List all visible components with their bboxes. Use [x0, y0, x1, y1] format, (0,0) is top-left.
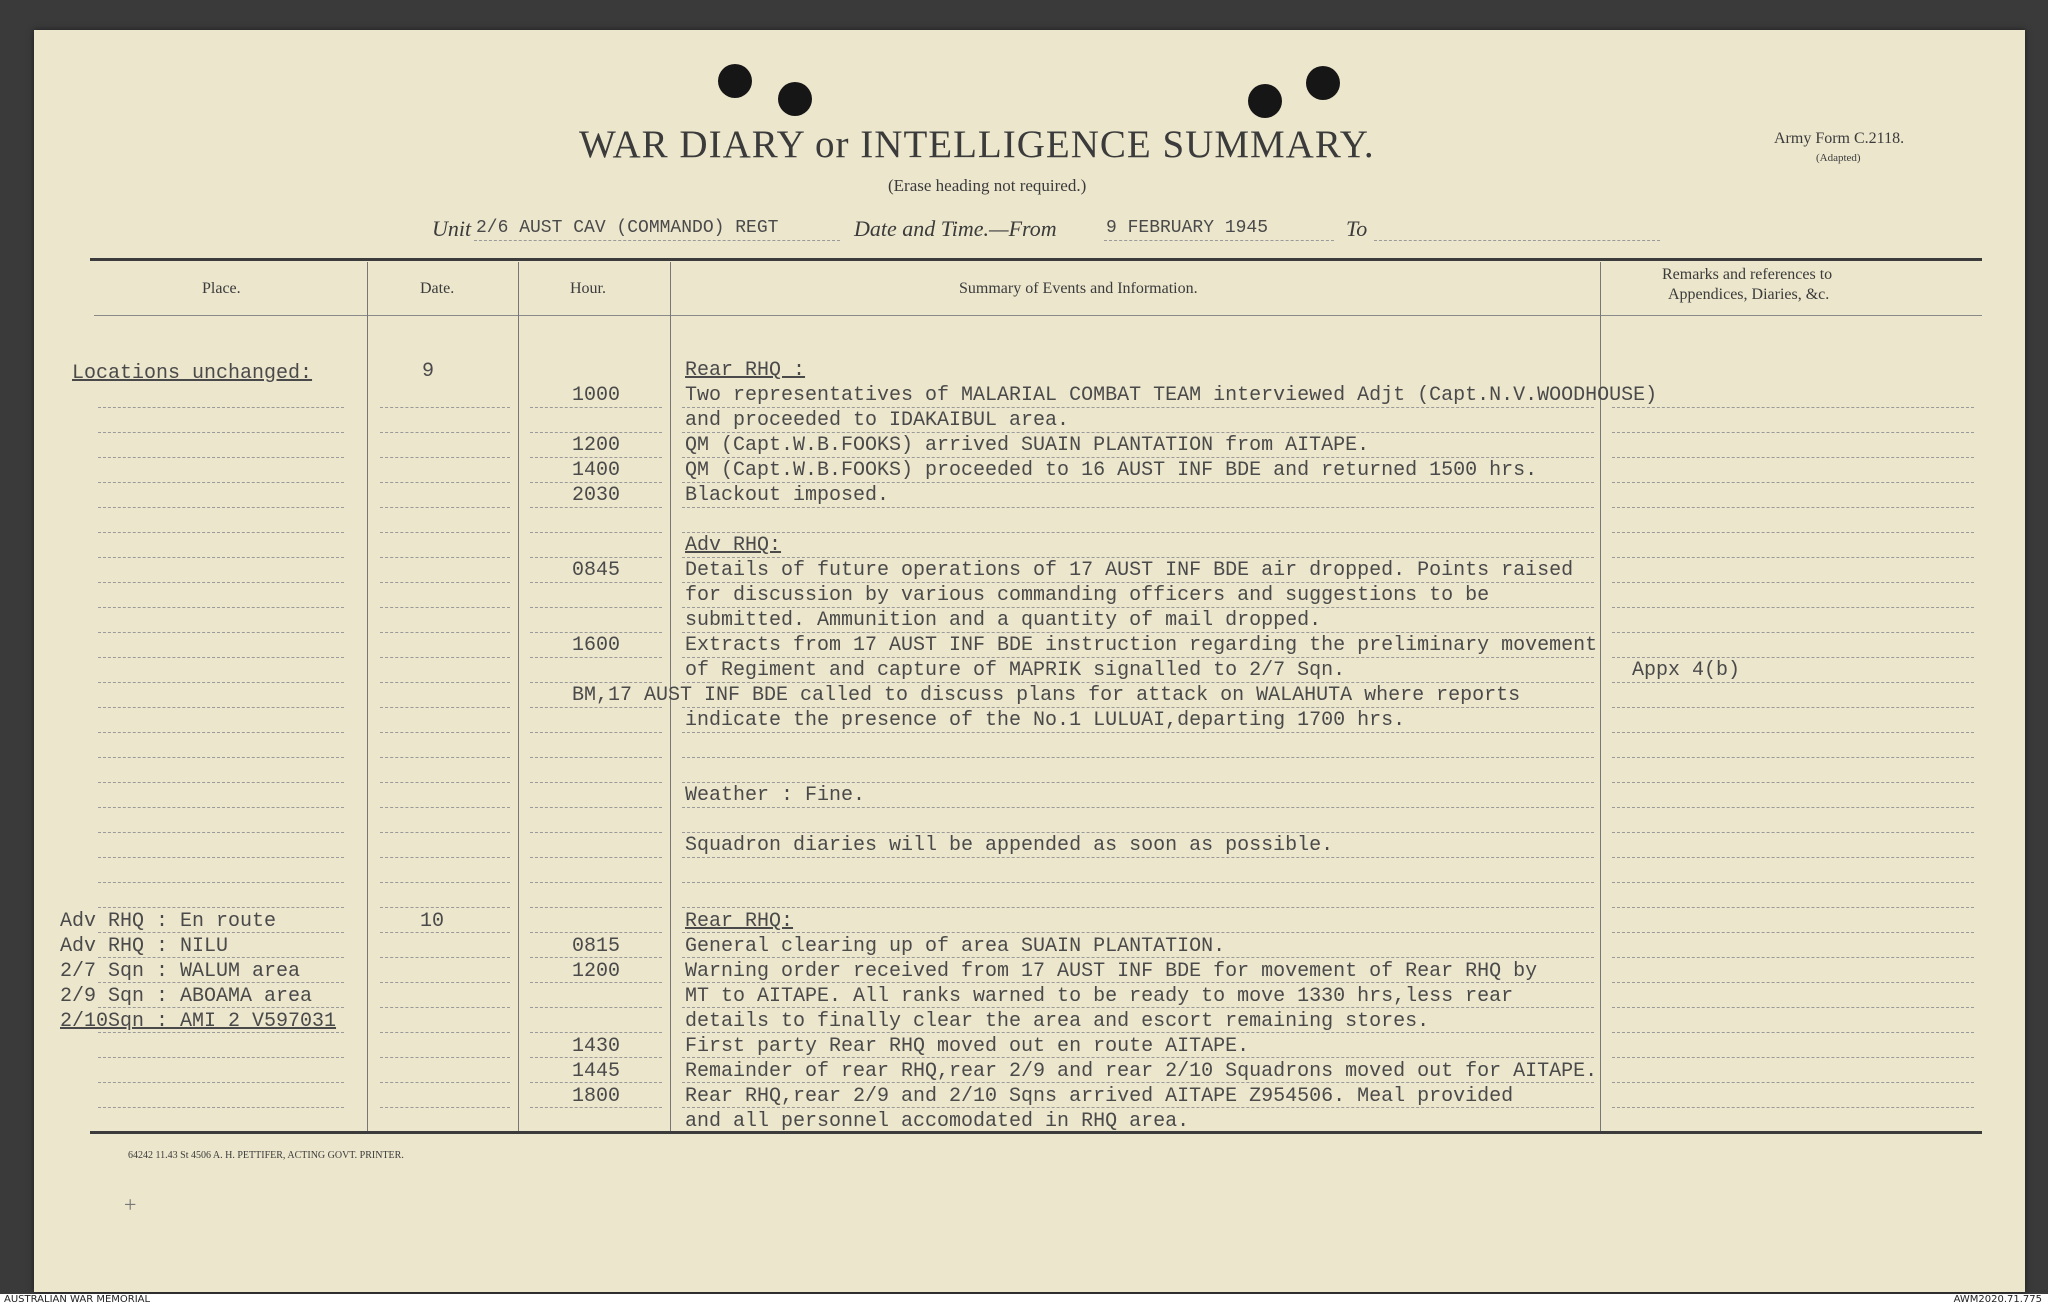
- ruled-line: [682, 482, 1594, 483]
- ruled-line: [1612, 707, 1974, 708]
- hour-entry: 1430: [572, 1035, 621, 1058]
- event-text: Squadron diaries will be appended as soon as possible.: [685, 834, 1334, 857]
- ruled-line: [380, 507, 510, 508]
- col-header-hour: Hour.: [570, 280, 606, 297]
- ruled-line: [530, 707, 662, 708]
- ruled-line: [1612, 557, 1974, 558]
- ruled-line: [682, 857, 1594, 858]
- ruled-line: [380, 832, 510, 833]
- ruled-line: [380, 457, 510, 458]
- ruled-line: [1612, 732, 1974, 733]
- event-text: First party Rear RHQ moved out en route AITAPE.: [685, 1035, 1250, 1058]
- diary-sheet: [34, 30, 2025, 1292]
- hour-entry: 1600: [572, 634, 621, 657]
- ruled-line: [380, 757, 510, 758]
- table-top-rule: [90, 258, 1982, 261]
- ruled-line: [380, 907, 510, 908]
- ruled-line: [380, 632, 510, 633]
- ruled-line: [98, 607, 344, 608]
- ruled-line: [1612, 932, 1974, 933]
- ruled-line: [1612, 982, 1974, 983]
- ruled-line: [98, 882, 344, 883]
- ruled-line: [530, 582, 662, 583]
- ruled-line: [1612, 607, 1974, 608]
- ruled-line: [98, 707, 344, 708]
- event-text: Rear RHQ,rear 2/9 and 2/10 Sqns arrived AITAPE Z954506. Meal provided: [685, 1085, 1514, 1108]
- ruled-line: [682, 632, 1594, 633]
- ruled-line: [1612, 632, 1974, 633]
- unit-underline: [474, 240, 840, 241]
- ruled-line: [98, 532, 344, 533]
- place-entry: Adv RHQ : NILU: [60, 935, 229, 958]
- hour-entry: 0815: [572, 935, 621, 958]
- col-header-date: Date.: [420, 280, 455, 297]
- ruled-line: [1612, 907, 1974, 908]
- event-text: indicate the presence of the No.1 LULUAI,departing 1700 hrs.: [685, 709, 1406, 732]
- place-entry: 2/7 Sqn : WALUM area: [60, 960, 301, 983]
- ruled-line: [98, 782, 344, 783]
- event-text: Warning order received from 17 AUST INF BDE for movement of Rear RHQ by: [685, 960, 1538, 983]
- event-text: MT to AITAPE. All ranks warned to be ready to move 1330 hrs,less rear: [685, 985, 1514, 1008]
- ruled-line: [530, 657, 662, 658]
- ruled-line: [682, 832, 1594, 833]
- event-text: and proceeded to IDAKAIBUL area.: [685, 409, 1070, 432]
- ruled-line: [530, 1007, 662, 1008]
- ruled-line: [530, 532, 662, 533]
- event-text: BM,17 AUST INF BDE called to discuss plans for attack on WALAHUTA where reports: [572, 684, 1521, 707]
- ruled-line: [682, 407, 1594, 408]
- ruled-line: [1612, 832, 1974, 833]
- ruled-line: [98, 732, 344, 733]
- hour-entry: 1200: [572, 434, 621, 457]
- ruled-line: [1612, 407, 1974, 408]
- hour-entry: 2030: [572, 484, 621, 507]
- ruled-line: [682, 432, 1594, 433]
- ruled-line: [1612, 532, 1974, 533]
- ruled-line: [98, 657, 344, 658]
- hour-entry: 1445: [572, 1060, 621, 1083]
- ruled-line: [530, 907, 662, 908]
- ruled-line: [1612, 882, 1974, 883]
- event-text: Extracts from 17 AUST INF BDE instruction regarding the preliminary movement: [685, 634, 1598, 657]
- archive-credit-right: AWM2020.71.775: [1953, 1294, 2042, 1305]
- ruled-line: [380, 1007, 510, 1008]
- army-form-label: Army Form C.2118.: [1774, 130, 1905, 147]
- ruled-line: [682, 732, 1594, 733]
- punch-hole: [1248, 84, 1282, 118]
- ruled-line: [98, 582, 344, 583]
- ruled-line: [682, 582, 1594, 583]
- ruled-line: [682, 932, 1594, 933]
- ruled-line: [98, 682, 344, 683]
- ruled-line: [98, 1107, 344, 1108]
- ruled-line: [380, 432, 510, 433]
- place-entry: 2/9 Sqn : ABOAMA area: [60, 985, 313, 1008]
- ruled-line: [1612, 857, 1974, 858]
- event-text: Details of future operations of 17 AUST INF BDE air dropped. Points raised: [685, 559, 1574, 582]
- ruled-line: [380, 482, 510, 483]
- event-text: details to finally clear the area and escort remaining stores.: [685, 1010, 1430, 1033]
- date-label: Date and Time.—From: [854, 216, 1057, 241]
- ruled-line: [98, 407, 344, 408]
- hour-entry: 1800: [572, 1085, 621, 1108]
- ruled-line: [682, 557, 1594, 558]
- ruled-line: [682, 907, 1594, 908]
- ruled-line: [1612, 432, 1974, 433]
- ruled-line: [98, 807, 344, 808]
- weather-entry: Weather : Fine.: [685, 784, 866, 807]
- ruled-line: [380, 782, 510, 783]
- ruled-line: [530, 607, 662, 608]
- ruled-line: [682, 457, 1594, 458]
- ruled-line: [530, 782, 662, 783]
- ruled-line: [98, 457, 344, 458]
- event-text: Blackout imposed.: [685, 484, 890, 507]
- unit-label: Unit: [432, 216, 472, 241]
- ruled-line: [1612, 1082, 1974, 1083]
- hour-entry: 1200: [572, 960, 621, 983]
- hour-entry: 1000: [572, 384, 621, 407]
- ruled-line: [1612, 507, 1974, 508]
- date-entry: 10: [420, 910, 445, 933]
- ruled-line: [530, 857, 662, 858]
- ruled-line: [682, 757, 1594, 758]
- ruled-line: [530, 557, 662, 558]
- appendix-reference: Appx 4(b): [1632, 659, 1741, 682]
- punch-hole: [1306, 66, 1340, 100]
- printer-imprint: 64242 11.43 St 4506 A. H. PETTIFER, ACTING GOVT. PRINTER.: [128, 1150, 404, 1161]
- ruled-line: [98, 757, 344, 758]
- ruled-line: [98, 507, 344, 508]
- ruled-line: [98, 557, 344, 558]
- ruled-line: [530, 407, 662, 408]
- place-entry: 2/10Sqn : AMI 2 V597031: [60, 1010, 337, 1033]
- ruled-line: [98, 432, 344, 433]
- ruled-line: [682, 532, 1594, 533]
- event-text: submitted. Ammunition and a quantity of mail dropped.: [685, 609, 1322, 632]
- ruled-line: [380, 932, 510, 933]
- ruled-line: [530, 632, 662, 633]
- col-header-place: Place.: [202, 280, 241, 297]
- ruled-line: [1612, 1057, 1974, 1058]
- ruled-line: [380, 557, 510, 558]
- ruled-line: [98, 857, 344, 858]
- ruled-line: [1612, 782, 1974, 783]
- ruled-line: [682, 882, 1594, 883]
- ruled-line: [380, 1057, 510, 1058]
- page-title: WAR DIARY or INTELLIGENCE SUMMARY.: [579, 123, 1375, 166]
- header-bottom-rule: [94, 315, 1982, 316]
- ruled-line: [98, 1082, 344, 1083]
- ruled-line: [98, 1057, 344, 1058]
- section-heading: Adv RHQ:: [685, 534, 782, 557]
- ruled-line: [530, 732, 662, 733]
- event-text: QM (Capt.W.B.FOOKS) proceeded to 16 AUST INF BDE and returned 1500 hrs.: [685, 459, 1538, 482]
- event-text: of Regiment and capture of MAPRIK signalled to 2/7 Sqn.: [685, 659, 1346, 682]
- ruled-line: [380, 532, 510, 533]
- ruled-line: [682, 607, 1594, 608]
- place-entry: Locations unchanged:: [72, 362, 313, 385]
- section-heading: Rear RHQ:: [685, 910, 794, 933]
- ruled-line: [1612, 1107, 1974, 1108]
- event-text: General clearing up of area SUAIN PLANTATION.: [685, 935, 1226, 958]
- ruled-line: [530, 757, 662, 758]
- ruled-line: [1612, 757, 1974, 758]
- ruled-line: [380, 807, 510, 808]
- ruled-line: [1612, 482, 1974, 483]
- unit-value: 2/6 AUST CAV (COMMANDO) REGT: [476, 218, 779, 238]
- to-label: To: [1346, 216, 1368, 241]
- army-form-sub: (Adapted): [1816, 152, 1861, 164]
- ruled-line: [1612, 807, 1974, 808]
- ruled-line: [530, 482, 662, 483]
- page-subtitle: (Erase heading not required.): [888, 176, 1087, 195]
- ruled-line: [380, 857, 510, 858]
- ruled-line: [380, 682, 510, 683]
- ruled-line: [530, 432, 662, 433]
- col-divider: [518, 262, 519, 1131]
- ruled-line: [530, 457, 662, 458]
- ruled-line: [1612, 457, 1974, 458]
- event-text: for discussion by various commanding officers and suggestions to be: [685, 584, 1490, 607]
- ruled-line: [1612, 582, 1974, 583]
- section-heading: Rear RHQ :: [685, 359, 806, 382]
- ruled-line: [380, 1032, 510, 1033]
- ruled-line: [682, 507, 1594, 508]
- ruled-line: [682, 782, 1594, 783]
- place-entry: Adv RHQ : En route: [60, 910, 277, 933]
- ruled-line: [380, 407, 510, 408]
- ruled-line: [380, 882, 510, 883]
- ruled-line: [530, 507, 662, 508]
- ruled-line: [380, 957, 510, 958]
- ruled-line: [380, 1082, 510, 1083]
- ruled-line: [530, 882, 662, 883]
- ruled-line: [380, 1107, 510, 1108]
- ruled-line: [380, 582, 510, 583]
- ruled-line: [98, 482, 344, 483]
- ruled-line: [1612, 1032, 1974, 1033]
- ruled-line: [682, 807, 1594, 808]
- ruled-line: [682, 657, 1594, 658]
- col-header-remarks: Appendices, Diaries, &c.: [1668, 286, 1830, 303]
- ruled-line: [1612, 957, 1974, 958]
- ruled-line: [530, 932, 662, 933]
- ruled-line: [1612, 682, 1974, 683]
- ruled-line: [98, 632, 344, 633]
- punch-hole: [718, 64, 752, 98]
- ruled-line: [530, 682, 662, 683]
- ruled-line: [98, 907, 344, 908]
- date-entry: 9: [422, 360, 435, 383]
- pencil-mark: +: [124, 1192, 137, 1217]
- ruled-line: [1612, 657, 1974, 658]
- archive-credit-left: AUSTRALIAN WAR MEMORIAL: [4, 1294, 151, 1305]
- date-from-value: 9 FEBRUARY 1945: [1106, 218, 1269, 238]
- event-text: and all personnel accomodated in RHQ area.: [685, 1110, 1190, 1133]
- event-text: Remainder of rear RHQ,rear 2/9 and rear 2/10 Squadrons moved out for AITAPE.: [685, 1060, 1598, 1083]
- ruled-line: [1612, 1007, 1974, 1008]
- hour-entry: 0845: [572, 559, 621, 582]
- col-header-summary: Summary of Events and Information.: [959, 280, 1198, 297]
- hour-entry: 1400: [572, 459, 621, 482]
- ruled-line: [380, 982, 510, 983]
- col-divider: [367, 262, 368, 1131]
- punch-hole: [778, 82, 812, 116]
- ruled-line: [380, 657, 510, 658]
- ruled-line: [98, 832, 344, 833]
- event-text: QM (Capt.W.B.FOOKS) arrived SUAIN PLANTATION from AITAPE.: [685, 434, 1370, 457]
- col-header-remarks: Remarks and references to: [1662, 266, 1833, 283]
- ruled-line: [682, 707, 1594, 708]
- ruled-line: [682, 682, 1594, 683]
- ruled-line: [380, 707, 510, 708]
- ruled-line: [380, 732, 510, 733]
- ruled-line: [530, 832, 662, 833]
- date-underline: [1104, 240, 1334, 241]
- event-text: Two representatives of MALARIAL COMBAT TEAM interviewed Adjt (Capt.N.V.WOODHOUSE): [685, 384, 1658, 407]
- ruled-line: [530, 1032, 662, 1033]
- ruled-line: [380, 607, 510, 608]
- to-underline: [1374, 240, 1660, 241]
- ruled-line: [530, 807, 662, 808]
- archive-credit-bar: [0, 1294, 2048, 1307]
